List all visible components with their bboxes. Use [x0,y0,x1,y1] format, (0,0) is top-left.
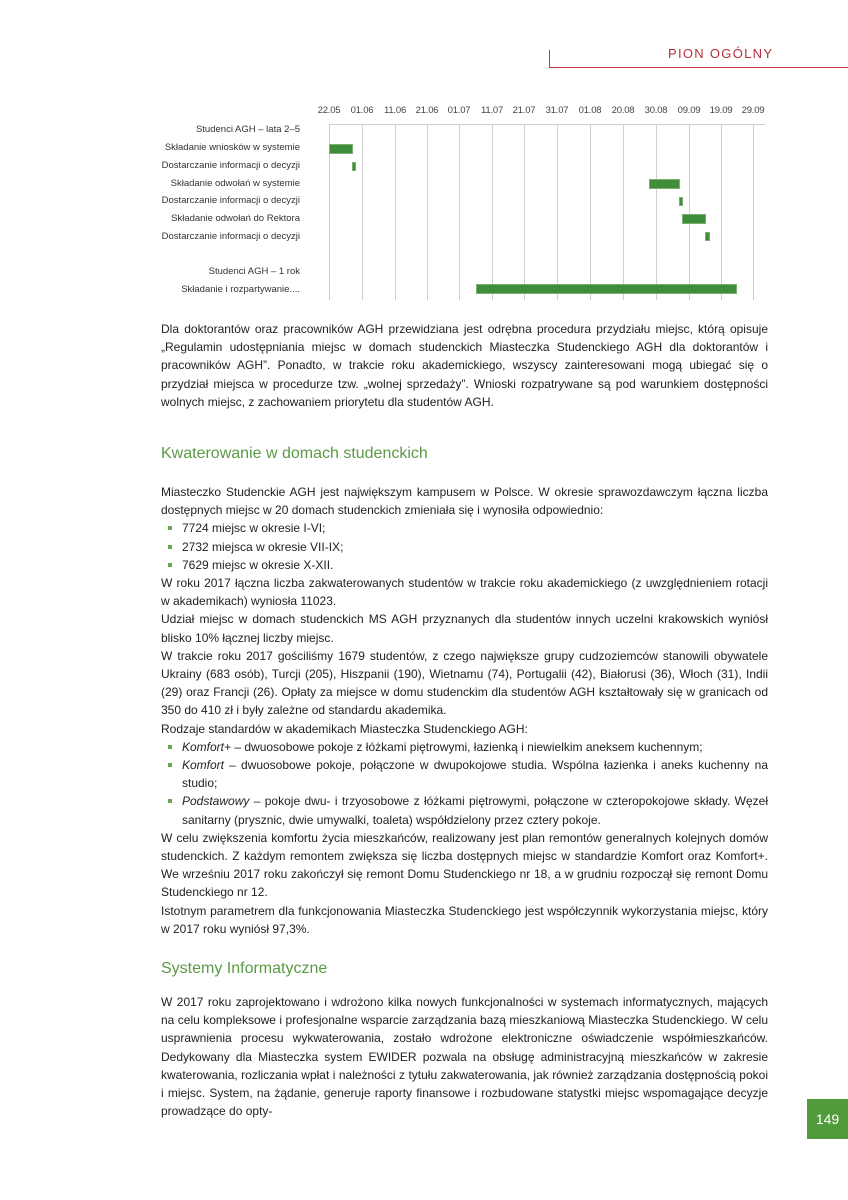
paragraph: W 2017 roku zaprojektowano i wdrożono kilka nowych funkcjonalności w systemach informatycznych, mających na celu kompleksowe i profesjonalne wsparcie zarządzania bazą mieszkaniową Miasteczka Studenckiego. W celu usprawnienia procesu wykwaterowania, zostało wdrożone elektroniczne oświadczenie współmieszkańców. Dedykowany dla Miasteczka system EWIDER pozwala na obsługę administracyjną mieszkańców w zakresie kwaterowania, rozliczania wpłat i należności z tytułu zakwaterowania, jak również zarządzania dostępnością pokoi i miejsc. System, na żądanie, generuje raporty finansowe i rozbudowane statystki miejsc wspomagające decyzje prowadzące do opty- [161,995,768,1119]
paragraph: W roku 2017 łączna liczba zakwaterowanych studentów w trakcie roku akademickiego (z uwzględnieniem rotacji w akademikach) wyniosła 11023. [161,576,768,609]
standard-desc: – pokoje dwu- i trzyosobowe z łóżkami piętrowymi, połączone w czteropokojowe składy. Węzeł sanitarny (prysznic, dwie umywalki, toaleta) współdzielony przez cztery pokoje. [182,794,768,827]
capacity-list [161,519,768,574]
standard-desc: – dwuosobowe pokoje z łóżkami piętrowymi, łazienką i niewielkim aneksem kuchennym; [231,739,703,754]
x-tick: 20.08 [611,105,635,116]
row-label: Składanie odwołań w systemie [170,178,300,189]
standard-term: Komfort [182,758,225,773]
x-tick: 01.07 [447,105,471,116]
gridline [524,124,525,300]
gridline [459,124,460,300]
intro-text [161,320,768,411]
x-tick: 11.06 [383,105,407,116]
gantt-bar [649,179,680,189]
gridline [656,124,657,300]
x-tick: 01.08 [578,105,602,116]
intro-paragraph: Dla doktorantów oraz pracowników AGH przewidziana jest odrębna procedura przydziału miejsc, którą opisuje „Regulamin udostępniania miejsc w domach studenckich Miasteczka Studenckiego AGH dla doktorantów i pracowników AGH”. Ponadto, w trakcie roku akademickiego, wszyscy zainteresowani mogą ubiegać się o przydział miejsca w procedurze tzw. „wolnej sprzedaży”. Wnioski rozpatrywane są pod warunkiem dostępności wolnych miejsc, z zachowaniem priorytetu dla studentów AGH. [161,322,768,409]
gridline [753,124,754,300]
gridline [492,124,493,300]
gridline [590,124,591,300]
gridline [689,124,690,300]
list-item [161,738,768,756]
standards-list [161,738,768,829]
row-label: Składanie odwołań do Rektora [171,213,300,224]
list-item: 7629 miejsc w okresie X-XII. [161,556,768,574]
gantt-chart [0,0,848,310]
row-label: Składanie wniosków w systemie [164,142,300,153]
standard-term: Komfort+ [182,739,232,754]
x-tick: 11.07 [480,105,504,116]
paragraph: Miasteczko Studenckie AGH jest największym kampusem w Polsce. W okresie sprawozdawczym łączna liczba dostępnych miejsc w 20 domach studenckich zmieniała się i wynosiła odpowiednio: [161,485,768,518]
list-item [161,756,768,792]
gridline [427,124,428,300]
x-tick: 30.08 [644,105,668,116]
list-item [161,792,768,828]
x-tick: 01.06 [350,105,374,116]
gridline [362,124,363,300]
row-label: Studenci AGH – 1 rok [208,266,300,277]
gantt-bar [705,232,710,241]
page-number: 149 [807,1099,848,1139]
paragraph: Udział miejsc w domach studenckich MS AGH przyznanych dla studentów innych uczelni krakowskich wyniósł blisko 10% łącznej liczby miejsc. [161,612,768,645]
paragraph: Istotnym parametrem dla funkcjonowania Miasteczka Studenckiego jest współczynnik wykorzystania miejsc, który w 2017 roku wyniósł 97,3%. [161,903,768,936]
x-tick: 22.05 [317,105,341,116]
row-label: Dostarczanie informacji o decyzji [161,195,300,206]
section-header: PION OGÓLNY [668,46,774,61]
row-label: Dostarczanie informacji o decyzji [161,231,300,242]
gridline [721,124,722,300]
section-title-it-systems: Systemy Informatyczne [161,960,328,977]
list-item: 2732 miejsca w okresie VII-IX; [161,538,768,556]
paragraph: Rodzaje standardów w akademikach Miasteczka Studenckiego AGH: [161,721,528,736]
x-tick: 31.07 [545,105,569,116]
section-it-systems-body [161,993,768,1120]
row-label: Studenci AGH – lata 2–5 [195,124,300,135]
section-accommodation-body [161,483,768,938]
gantt-bar [679,197,683,206]
standard-desc: – dwuosobowe pokoje, połączone w dwupokojowe studia. Wspólna łazienka i aneks kuchenny na studio; [182,758,768,791]
gridline [395,124,396,300]
gridline [557,124,558,300]
gantt-bar [352,162,356,171]
row-label: Składanie i rozpartywanie.... [181,284,300,295]
gantt-bar [476,284,737,294]
x-tick: 21.07 [512,105,536,116]
row-label: Dostarczanie informacji o decyzji [161,160,300,171]
section-title-accommodation: Kwaterowanie w domach studenckich [161,445,428,462]
paragraph: W celu zwiększenia komfortu życia mieszkańców, realizowany jest plan remontów generalnych kolejnych domów studenckich. Z każdym remontem zwiększa się liczba dostępnych miejsc w standardzie Komfort oraz Komfort+. We wrześniu 2017 roku zakończył się remont Domu Studenckiego nr 18, a w grudniu rozpoczął się remont Domu Studenckiego nr 12. [161,830,768,900]
gantt-bar [682,214,706,224]
gantt-bar [329,144,353,154]
x-tick: 29.09 [741,105,765,116]
gridline [623,124,624,300]
standard-term: Podstawowy [182,794,250,809]
x-tick: 19.09 [709,105,733,116]
x-tick: 09.09 [677,105,701,116]
paragraph: W trakcie roku 2017 gościliśmy 1679 studentów, z czego największe grupy cudzoziemców stanowili obywatele Ukrainy (683 osób), Turcji (205), Hiszpanii (190), Wietnamu (74), Portugalii (42), Białorusi (36), Włoch (31), Indii (29) oraz Francji (26). Opłaty za miejsce w domu studenckim dla studentów AGH kształtowały się w granicach od 350 do 410 zł i były zależne od standardu akademika. [161,648,768,718]
list-item: 7724 miejsc w okresie I-VI; [161,519,768,537]
x-tick: 21.06 [415,105,439,116]
